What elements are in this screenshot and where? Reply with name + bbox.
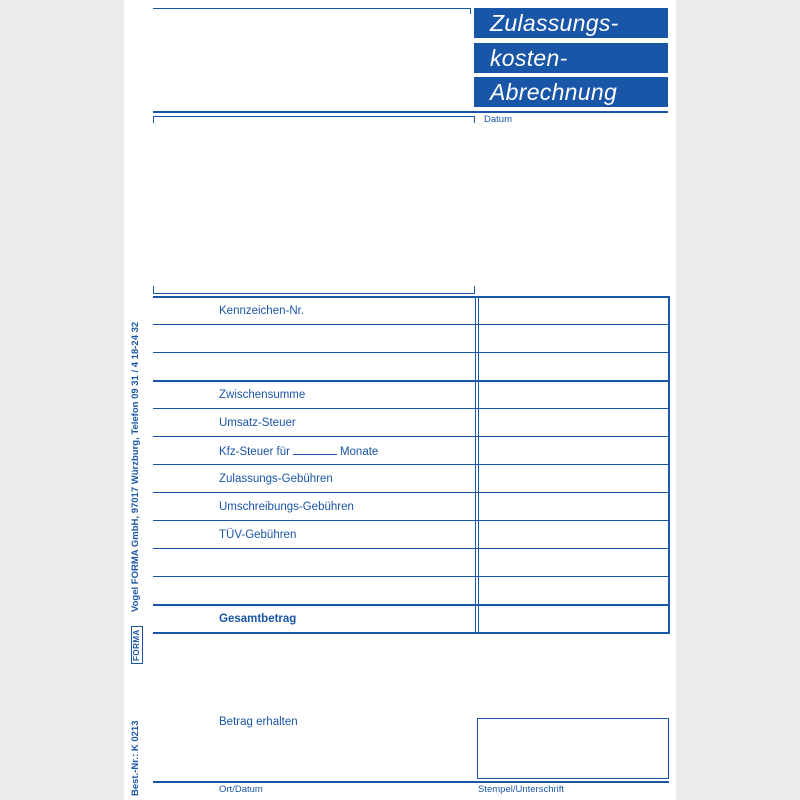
amount-column-left <box>478 296 479 634</box>
row-label-umschreibung: Umschreibungs-Gebühren <box>219 501 354 513</box>
row-rule <box>153 408 669 409</box>
stamp-box[interactable] <box>477 718 669 779</box>
address-top-tick <box>470 8 471 14</box>
table-top-rule <box>153 296 669 298</box>
row-label-tuev: TÜV-Gebühren <box>219 529 297 541</box>
row-label-zulassung: Zulassungs-Gebühren <box>219 473 333 485</box>
title-line-2: kosten- <box>474 43 668 73</box>
row-rule <box>153 464 669 465</box>
forma-logo: FORMA <box>131 626 143 664</box>
table-right-edge <box>668 296 670 634</box>
months-blank[interactable] <box>293 445 337 455</box>
row-label-kennzeichen: Kennzeichen-Nr. <box>219 305 305 317</box>
address-top-line <box>153 8 471 9</box>
row-rule <box>153 324 669 325</box>
form-sheet <box>124 0 676 800</box>
address-window-right-bottom <box>474 286 475 293</box>
order-number: Best.-Nr.: K 0213 <box>130 720 141 796</box>
row-rule <box>153 604 669 606</box>
row-label-umsatzsteuer: Umsatz-Steuer <box>219 417 296 429</box>
publisher-imprint: Vogel FORMA GmbH, 97017 Würzburg, Telefon 09 31 / 4 18-24 32 <box>130 321 141 612</box>
row-rule <box>153 520 669 521</box>
table-bottom-rule <box>153 632 669 634</box>
row-rule <box>153 492 669 493</box>
row-label-zwischensumme: Zwischensumme <box>219 389 306 401</box>
place-date-label: Ort/Datum <box>219 784 263 795</box>
address-window-left-bottom <box>153 286 154 293</box>
date-label: Datum <box>484 114 512 125</box>
row-label-kfz-steuer <box>219 445 378 458</box>
row-rule <box>153 576 669 577</box>
row-label-gesamtbetrag: Gesamtbetrag <box>219 613 297 625</box>
row-rule <box>153 352 669 353</box>
address-window-top <box>153 116 475 117</box>
row-rule <box>153 548 669 549</box>
title-line-3: Abrechnung <box>474 77 668 107</box>
address-window-bottom <box>153 293 475 294</box>
stamp-signature-label: Stempel/Unterschrift <box>478 784 565 795</box>
title-line-1: Zulassungs- <box>474 8 668 38</box>
signature-rule <box>153 781 669 783</box>
kfz-steuer-suffix: Monate <box>339 446 379 458</box>
address-window-left-top <box>153 116 154 123</box>
header-rule <box>153 111 668 113</box>
address-window-right-top <box>474 116 475 123</box>
row-rule <box>153 380 669 382</box>
kfz-steuer-prefix: Kfz-Steuer für <box>219 446 290 458</box>
row-rule <box>153 436 669 437</box>
table-center-divider <box>475 296 476 634</box>
received-label: Betrag erhalten <box>219 716 298 728</box>
